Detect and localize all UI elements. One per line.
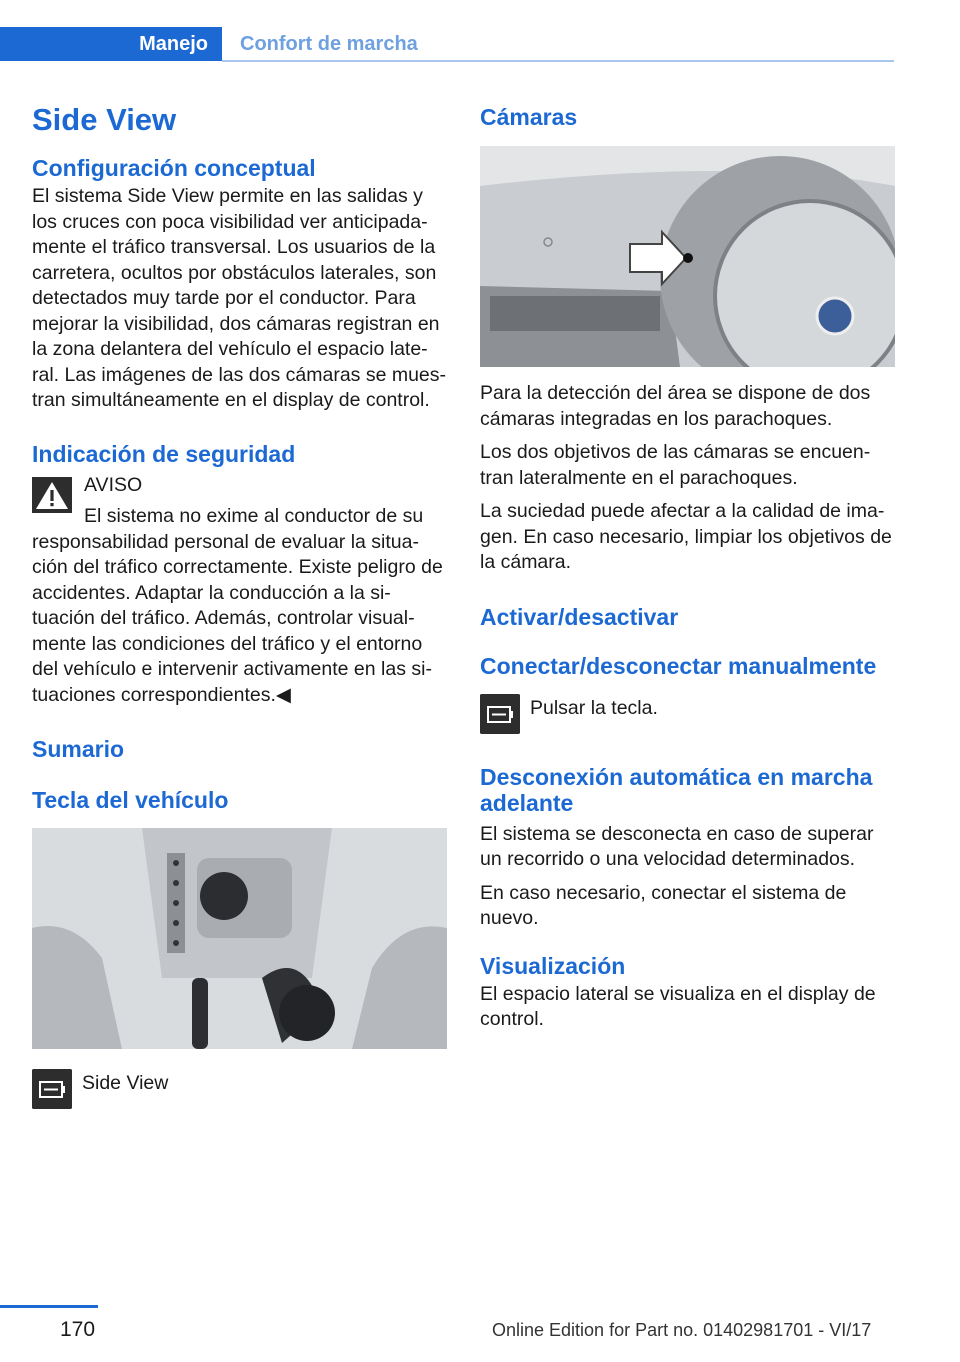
warning-label: AVISO [84,473,143,496]
activate-heading: Activar/desactivar [480,603,679,630]
auto-off-p2: En caso necesario, conectar el sistema de nuevo. [480,881,847,929]
concept-heading: Configuración conceptual [32,155,316,181]
manual-key-row [480,694,895,736]
side-view-camera-icon[interactable] [480,694,520,734]
display-text: El espacio lateral se visualiza en el display de control. [480,982,876,1030]
page-title: Side View [32,102,177,137]
bumper-photo [480,146,895,367]
chapter-tab[interactable] [0,27,222,61]
cameras-heading: Cámaras [480,104,578,130]
section-tab[interactable] [240,27,418,61]
auto-off-p1: El sistema se desconecta en caso de superar un recorrido o una velocidad determinados. [480,822,874,870]
display-heading: Visualización [480,952,626,979]
concept-text: El sistema Side View permite en las salidas y los cruces con poca visibilidad ver anticipada-mente el tráfico transversal. Los usuarios de la carretera, ocultos por obstáculos laterales, son detectados muy tarde por el conductor. Para mejorar la visibilidad, dos cámaras registran en la zona delantera del vehículo el espacio late-ral. Las imágenes de las dos cámaras se mues-tran simultáneamente en el display de control. [32,185,447,411]
auto-off-heading: Desconexión automática en marcha adelante [480,763,873,816]
warning-text-first: El sistema no exime al conductor de su [84,505,424,527]
header-divider [222,60,894,62]
center-console-image [32,828,447,1049]
cameras-p1: Para la detección del área se dispone de dos cámaras integradas en los parachoques. [480,382,871,430]
section-label: Confort de marcha [240,32,418,55]
warning-triangle-icon [32,477,72,513]
edition-note: Online Edition for Part no. 01402981701 - VI/17 [492,1320,872,1340]
footer-accent-line [0,1305,98,1308]
side-view-key-label: Side View [82,1072,169,1094]
cameras-p3: La suciedad puede afectar a la calidad de ima-gen. En caso necesario, limpiar los objetivos de la cámara. [480,500,892,573]
key-heading: Tecla del vehículo [32,787,229,813]
bumper-camera-image [480,146,895,367]
cameras-p2: Los dos objetivos de las cámaras se encuen-tran lateralmente en el parachoques. [480,441,871,489]
warning-block [32,473,447,709]
console-photo [32,828,447,1049]
page-number: 170 [60,1318,96,1341]
warning-text: responsabilidad personal de evaluar la situa-ción del tráfico correctamente. Existe peligro de accidentes. Adaptar la conducción a la si-tuación del tráfico. Además, controlar visual-mente las condiciones del tráfico y el entorno del vehículo e intervenir activamente en las si-tuaciones correspondientes.◀ [32,530,443,706]
chapter-label: Manejo [139,32,208,55]
summary-heading: Sumario [32,736,125,762]
manual-key-label: Pulsar la tecla. [530,696,658,719]
side-view-key-row [32,1069,447,1111]
manual-heading: Conectar/desconectar manualmente [480,652,877,679]
left-column [32,100,447,1111]
side-view-camera-icon[interactable] [32,1069,72,1109]
safety-heading: Indicación de seguridad [32,440,296,467]
right-column [480,100,895,1033]
